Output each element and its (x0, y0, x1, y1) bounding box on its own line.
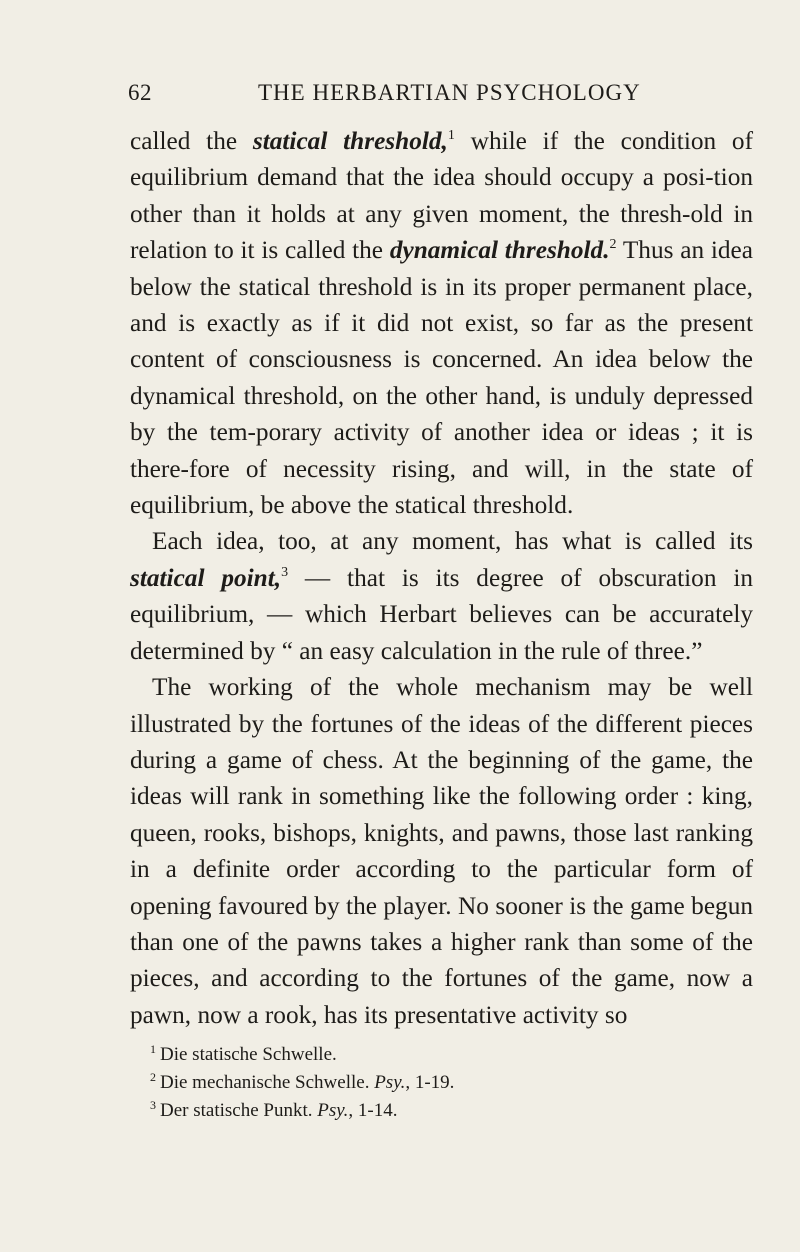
footnote-ref-1: 1 (447, 128, 455, 143)
footnote-text: Die mechanische Schwelle. (160, 1072, 375, 1093)
footnotes (130, 1041, 750, 1125)
paragraph-3 (130, 669, 753, 1033)
paragraph-1-text-a: called the (130, 127, 253, 155)
footnote-ref: , 1-19. (405, 1072, 455, 1093)
paragraph-2-text-a: Each idea, too, at any moment, has what is called its (152, 527, 753, 556)
paragraph-1-text-c: Thus an idea below the statical threshold is in its proper permanent place, and is exactly as if it did not exist, so far as the present content of consciousness is concerned. An idea below the dynamical threshold, on the other hand, is unduly depressed by the tem-porary activity of another idea or ideas ; it is there-fore of necessity rising, and will, in the state of equilibrium, be above the statical threshold. (130, 236, 753, 520)
footnote-ref-2: 2 (609, 237, 617, 253)
running-head: THE HERBARTIAN PSYCHOLOGY (258, 80, 641, 105)
footnote-text: Der statische Punkt. (160, 1100, 318, 1121)
footnote-2 (130, 1069, 750, 1097)
footnote-abbr: Psy. (374, 1072, 406, 1093)
term-statical-point: statical point, (130, 563, 282, 592)
footnote-1 (130, 1041, 750, 1069)
footnote-mark: 1 (150, 1042, 156, 1056)
footnote-text: Die statische Schwelle. (160, 1044, 337, 1065)
page-header (128, 80, 731, 116)
footnote-ref-3: 3 (281, 564, 289, 580)
footnote-3 (130, 1097, 750, 1125)
footnote-abbr: Psy. (317, 1100, 349, 1121)
term-statical-threshold: statical threshold, (252, 127, 448, 155)
footnote-mark: 2 (150, 1070, 156, 1084)
page-number: 62 (128, 80, 152, 105)
footnote-mark: 3 (150, 1098, 156, 1112)
paragraph-3-text: The working of the whole mechanism may be well illustrated by the fortunes of the ideas of the different pieces during a game of chess. At the beginning of the game, the ideas will rank in something like the following order : king, queen, rooks, bishops, knights, and pawns, those last ranking in a definite order according to the particular form of opening favoured by the player. No sooner is the game begun than one of the pawns takes a higher rank than some of the pieces, and according to the fortunes of the game, now a pawn, now a rook, has its presentative activity so (130, 673, 753, 1029)
paragraph-1 (130, 123, 753, 523)
term-dynamical-threshold: dynamical threshold. (389, 236, 610, 265)
paragraph-1-text-b: while if the condition of equilibrium demand that the idea should occupy a posi-tion other than it holds at any given moment, the thresh-old in relation to it is called the (130, 127, 754, 265)
footnote-ref: , 1-14. (348, 1100, 398, 1121)
body-text (130, 123, 753, 1033)
paragraph-2-text-b: — that is its degree of obscuration in equilibrium, — which Herbart believes can be accurately determined by “ an easy calculation in the rule of three.” (130, 563, 753, 665)
paragraph-2 (130, 523, 753, 669)
